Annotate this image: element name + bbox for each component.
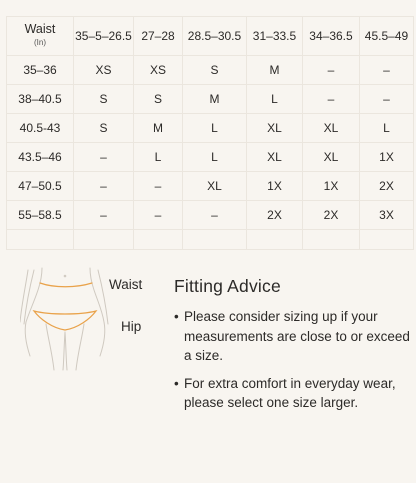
table-row (7, 143, 414, 172)
hip-label: Hip (121, 319, 142, 334)
body-measurement-icon (20, 266, 110, 376)
table-cell: 2X (247, 201, 303, 230)
column-header: 45.5–49 (360, 17, 414, 56)
table-row (7, 114, 414, 143)
row-label: 38–40.5 (7, 85, 74, 114)
table-cell: S (134, 85, 183, 114)
waist-label: Waist (109, 277, 143, 292)
table-cell: 1X (303, 172, 360, 201)
table-cell: – (74, 172, 134, 201)
table-cell: M (134, 114, 183, 143)
table-cell: – (303, 56, 360, 85)
table-cell: XL (247, 114, 303, 143)
advice-list (174, 307, 410, 413)
fitting-advice-title: Fitting Advice (174, 276, 281, 296)
table-row (7, 56, 414, 85)
corner-title: Waist (24, 22, 56, 36)
row-label: 47–50.5 (7, 172, 74, 201)
table-cell: XL (303, 143, 360, 172)
table-cell: 1X (247, 172, 303, 201)
table-row-empty (7, 230, 414, 250)
table-cell: XS (134, 56, 183, 85)
table-cell: 1X (360, 143, 414, 172)
advice-text: Please consider sizing up if your measurements are close to or exceed a size. (184, 309, 410, 363)
table-cell: XL (303, 114, 360, 143)
advice-text: For extra comfort in everyday wear, please select one size larger. (184, 375, 396, 410)
table-cell: M (183, 85, 247, 114)
column-header: 34–36.5 (303, 17, 360, 56)
table-cell: – (360, 85, 414, 114)
table-cell: S (183, 56, 247, 85)
table-cell: XL (183, 172, 247, 201)
table-cell: L (360, 114, 414, 143)
table-cell: 2X (360, 172, 414, 201)
table-cell: L (247, 85, 303, 114)
column-header: 27–28 (134, 17, 183, 56)
table-cell: S (74, 85, 134, 114)
row-label: 35–36 (7, 56, 74, 85)
table-cell: – (74, 201, 134, 230)
column-header: 35–5–26.5 (74, 17, 134, 56)
table-cell: 3X (360, 201, 414, 230)
corner-header (7, 17, 74, 56)
table-cell: M (247, 56, 303, 85)
bullet-icon: • (174, 309, 179, 324)
table-cell: XL (247, 143, 303, 172)
table-row (7, 201, 414, 230)
column-header: 28.5–30.5 (183, 17, 247, 56)
row-label: 55–58.5 (7, 201, 74, 230)
table-cell: L (183, 114, 247, 143)
table-cell: L (183, 143, 247, 172)
table-cell: 2X (303, 201, 360, 230)
table-cell: – (303, 85, 360, 114)
fitting-advice (174, 276, 410, 421)
table-cell: – (134, 172, 183, 201)
table-cell: L (134, 143, 183, 172)
table-cell: S (74, 114, 134, 143)
size-chart-table (6, 16, 414, 250)
row-label: 40.5-43 (7, 114, 74, 143)
column-header: 31–33.5 (247, 17, 303, 56)
table-row (7, 85, 414, 114)
table-cell: – (183, 201, 247, 230)
table-cell: – (74, 143, 134, 172)
table-cell: XS (74, 56, 134, 85)
advice-item (174, 307, 410, 366)
bullet-icon: • (174, 375, 179, 391)
row-label: 43.5–46 (7, 143, 74, 172)
advice-item (174, 374, 410, 413)
table-row (7, 172, 414, 201)
table-cell: – (134, 201, 183, 230)
table-header-row (7, 17, 414, 56)
corner-unit: (In) (34, 38, 46, 47)
table-cell: – (360, 56, 414, 85)
